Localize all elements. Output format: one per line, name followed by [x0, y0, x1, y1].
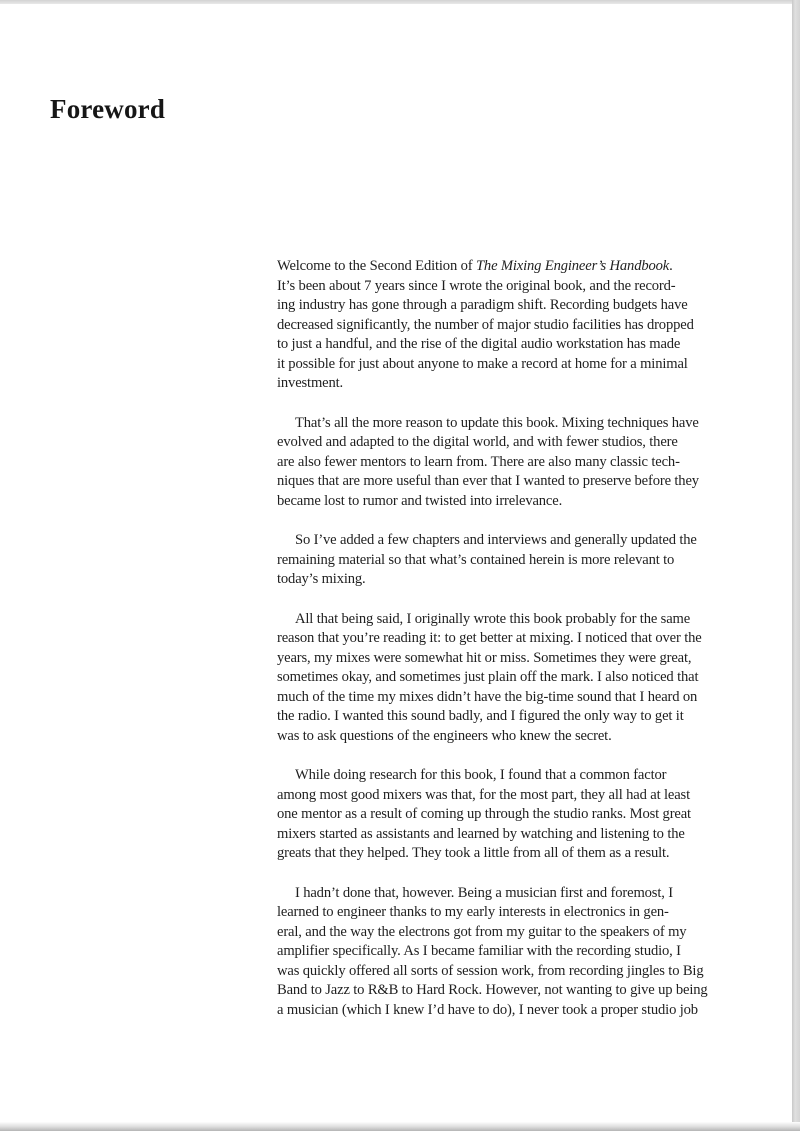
paragraph: [277, 766, 747, 864]
text-line: much of the time my mixes didn’t have the big-time sound that I heard on: [277, 688, 698, 705]
text-line: While doing research for this book, I found that a common factor: [295, 767, 667, 783]
text-line: became lost to rumor and twisted into irrelevance.: [277, 492, 563, 509]
paragraph: [277, 531, 747, 590]
text-line: learned to engineer thanks to my early interests in electronics in gen-: [277, 904, 669, 920]
text-line: sometimes okay, and sometimes just plain off the mark. I also noticed that: [277, 669, 699, 685]
text-line: the radio. I wanted this sound badly, and I figured the only way to get it: [277, 708, 684, 724]
text-line: investment.: [277, 375, 344, 391]
text-line: I hadn’t done that, however. Being a musician first and foremost, I: [295, 884, 673, 901]
text-line: a musician (which I knew I’d have to do), I never took a proper studio job: [277, 1001, 698, 1018]
text-line: one mentor as a result of coming up through the studio ranks. Most great: [277, 806, 691, 822]
text-line: mixers started as assistants and learned by watching and listening to the: [277, 825, 685, 842]
text-line: That’s all the more reason to update this book. Mixing techniques have: [295, 414, 699, 431]
text-line: to just a handful, and the rise of the digital audio workstation has made: [277, 336, 681, 352]
paragraph: [277, 610, 747, 747]
text-line: Band to Jazz to R&B to Hard Rock. However, not wanting to give up being: [277, 982, 708, 998]
foreword-text: [277, 257, 747, 1020]
text-line: decreased significantly, the number of major studio facilities has dropped: [277, 316, 694, 333]
text-line: remaining material so that what’s contained herein is more relevant to: [277, 551, 675, 568]
text-line: ing industry has gone through a paradigm shift. Recording budgets have: [277, 297, 688, 313]
text-line: eral, and the way the electrons got from my guitar to the speakers of my: [277, 923, 687, 940]
text-line: All that being said, I originally wrote this book probably for the same: [295, 610, 691, 627]
text-line: are also fewer mentors to learn from. There are also many classic tech-: [277, 453, 680, 470]
paragraph: [277, 414, 747, 512]
text-line: among most good mixers was that, for the most part, they all had at least: [277, 786, 690, 803]
text-line: it possible for just about anyone to make a record at home for a minimal: [277, 355, 688, 372]
text-line: greats that they helped. They took a little from all of them as a result.: [277, 845, 670, 861]
page-edge-right-shadow: [792, 0, 800, 1131]
text-line: reason that you’re reading it: to get better at mixing. I noticed that over the: [277, 630, 702, 646]
text-line: amplifier specifically. As I became familiar with the recording studio, I: [277, 943, 681, 959]
paragraph: [277, 257, 747, 394]
text-line: years, my mixes were somewhat hit or miss. Sometimes they were great,: [277, 649, 692, 666]
text-line: was to ask questions of the engineers who knew the secret.: [277, 727, 612, 744]
text-line: today’s mixing.: [277, 571, 366, 587]
text-line: It’s been about 7 years since I wrote the original book, and the record-: [277, 277, 676, 294]
text-line: Welcome to the Second Edition of The Mixing Engineer’s Handbook.: [277, 258, 673, 274]
page-edge-bottom-shadow: [0, 1122, 800, 1131]
paragraph: [277, 884, 747, 1021]
page-edge-top-shadow: [0, 0, 800, 4]
text-line: niques that are more useful than ever that I wanted to preserve before they: [277, 473, 699, 489]
text-line: So I’ve added a few chapters and interviews and generally updated the: [295, 532, 697, 548]
chapter-heading: Foreword: [50, 94, 166, 124]
text-line: evolved and adapted to the digital world, and with fewer studios, there: [277, 434, 678, 450]
text-line: was quickly offered all sorts of session work, from recording jingles to Big: [277, 962, 704, 979]
